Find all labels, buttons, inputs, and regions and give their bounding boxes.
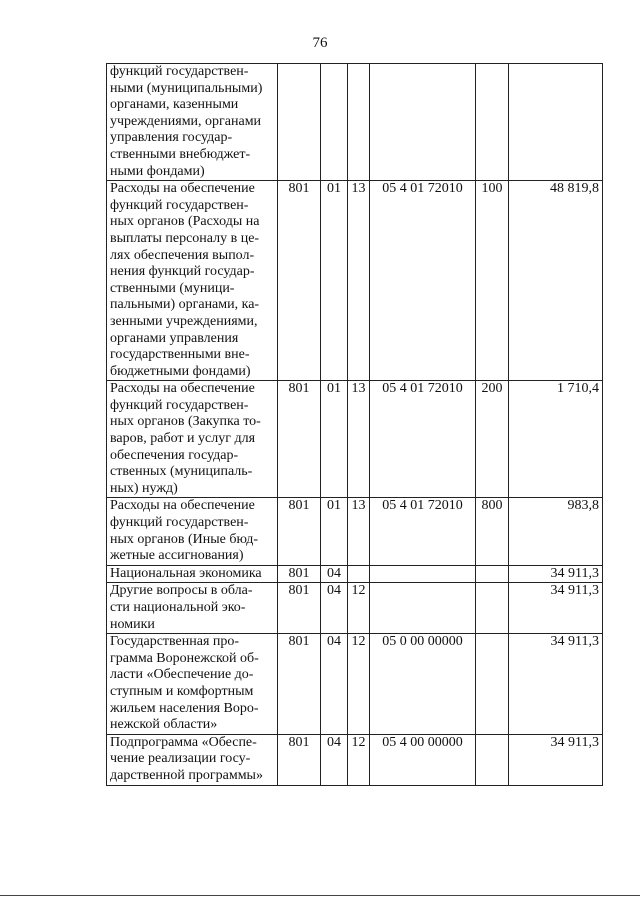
cell-expense-type <box>476 583 509 634</box>
cell-amount <box>509 64 603 181</box>
cell-section: 01 <box>321 381 348 498</box>
cell-amount: 34 911,3 <box>509 565 603 583</box>
cell-target-article: 05 0 00 00000 <box>370 634 476 735</box>
cell-grbs: 801 <box>278 498 321 565</box>
table-row <box>107 64 603 181</box>
cell-amount: 34 911,3 <box>509 583 603 634</box>
cell-target-article: 05 4 01 72010 <box>370 381 476 498</box>
cell-section: 04 <box>321 565 348 583</box>
cell-section: 01 <box>321 498 348 565</box>
cell-section: 01 <box>321 181 348 381</box>
row-name: Другие вопросы в обла- сти национальной эко- номики <box>107 583 278 634</box>
cell-target-article <box>370 565 476 583</box>
cell-amount: 34 911,3 <box>509 734 603 785</box>
cell-amount: 1 710,4 <box>509 381 603 498</box>
cell-amount: 48 819,8 <box>509 181 603 381</box>
cell-section: 04 <box>321 734 348 785</box>
cell-target-article: 05 4 01 72010 <box>370 498 476 565</box>
cell-subsection <box>348 64 370 181</box>
cell-grbs: 801 <box>278 634 321 735</box>
row-name: Государственная про- грамма Воронежской об- ласти «Обеспечение до- ступным и комфортным жильем населения Воро- нежской области» <box>107 634 278 735</box>
cell-amount: 983,8 <box>509 498 603 565</box>
cell-subsection: 13 <box>348 181 370 381</box>
cell-target-article <box>370 583 476 634</box>
row-name: Расходы на обеспечение функций государствен- ных органов (Иные бюд- жетные ассигнования) <box>107 498 278 565</box>
cell-grbs <box>278 64 321 181</box>
cell-grbs: 801 <box>278 381 321 498</box>
cell-subsection: 13 <box>348 498 370 565</box>
cell-expense-type: 800 <box>476 498 509 565</box>
row-name: Расходы на обеспечение функций государствен- ных органов (Расходы на выплаты персоналу в це- лях обеспечения выпол- нения функций государ- ственными (муници- пальными) органами, ка- зенными учреждениями, органами управления государственными вне- бюджетными фондами) <box>107 181 278 381</box>
cell-expense-type <box>476 734 509 785</box>
table-row <box>107 634 603 735</box>
page-number: 76 <box>312 35 328 51</box>
table-row <box>107 583 603 634</box>
budget-table-body <box>107 64 603 786</box>
cell-expense-type <box>476 634 509 735</box>
cell-section: 04 <box>321 583 348 634</box>
cell-subsection <box>348 565 370 583</box>
page-bottom-divider <box>0 895 640 896</box>
cell-amount: 34 911,3 <box>509 634 603 735</box>
row-name: Расходы на обеспечение функций государствен- ных органов (Закупка то- варов, работ и услуг для обеспечения государ- ственных (муниципаль- ных) нужд) <box>107 381 278 498</box>
cell-expense-type: 100 <box>476 181 509 381</box>
cell-subsection: 12 <box>348 583 370 634</box>
table-row <box>107 381 603 498</box>
cell-subsection: 12 <box>348 734 370 785</box>
cell-section <box>321 64 348 181</box>
table-row <box>107 565 603 583</box>
cell-section: 04 <box>321 634 348 735</box>
cell-subsection: 13 <box>348 381 370 498</box>
cell-subsection: 12 <box>348 634 370 735</box>
cell-target-article: 05 4 01 72010 <box>370 181 476 381</box>
cell-grbs: 801 <box>278 181 321 381</box>
table-row <box>107 498 603 565</box>
cell-grbs: 801 <box>278 565 321 583</box>
table-row <box>107 181 603 381</box>
cell-target-article <box>370 64 476 181</box>
cell-expense-type: 200 <box>476 381 509 498</box>
budget-table <box>106 63 603 786</box>
row-name: функций государствен- ными (муниципальными) органами, казенными учреждениями, органами управления государ- ственными внебюджет- ными фондами) <box>107 64 278 181</box>
row-name: Подпрограмма «Обеспе- чение реализации госу- дарственной программы» <box>107 734 278 785</box>
cell-expense-type <box>476 565 509 583</box>
row-name: Национальная экономика <box>107 565 278 583</box>
table-row <box>107 734 603 785</box>
cell-target-article: 05 4 00 00000 <box>370 734 476 785</box>
cell-grbs: 801 <box>278 734 321 785</box>
cell-expense-type <box>476 64 509 181</box>
cell-grbs: 801 <box>278 583 321 634</box>
